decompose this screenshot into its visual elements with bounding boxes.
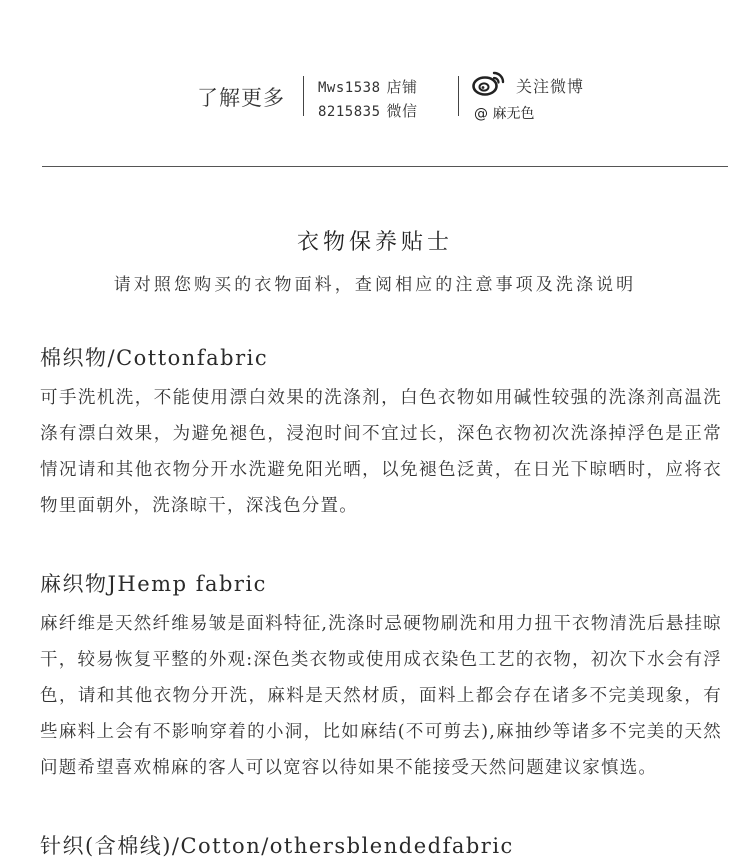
store-id: Mws1538: [318, 80, 381, 96]
section-heading-cotton: 棉织物/Cottonfabric: [40, 346, 269, 370]
page-subtitle: 请对照您购买的衣物面料，查阅相应的注意事项及洗涤说明: [113, 275, 637, 295]
section-body-cotton: 可手洗机洗，不能使用漂白效果的洗涤剂，白色衣物如用碱性较强的洗涤剂高温洗涤有漂白效果，为避免褪色，浸泡时间不宜过长，深色衣物初次洗涤掉浮色是正常情况请和其他衣物分开水洗避免阳光晒，以免褪色泛黄，在日光下晾晒时，应将衣物里面朝外，洗涤晾干，深浅色分置。: [40, 388, 722, 516]
section-body-hemp: 麻纤维是天然纤维易皱是面料特征,洗涤时忌硬物刷洗和用力扭干衣物清洗后悬挂晾干，较易恢复平整的外观:深色类衣物或使用成衣染色工艺的衣物，初次下水会有浮色，请和其他衣物分开洗，麻料是天然材质，面料上都会存在诸多不完美现象，有些麻料上会有不影响穿着的小洞，比如麻结(不可剪去),麻抽纱等诸多不完美的天然问题希望喜欢棉麻的客人可以宽容以待如果不能接受天然问题建议家慎选。: [40, 614, 722, 778]
horizontal-divider: [42, 166, 728, 167]
page-title: 衣物保养贴士: [296, 230, 453, 255]
header-divider: [458, 76, 459, 116]
wechat-label: 微信: [386, 102, 418, 120]
learn-more-label: 了解更多: [197, 86, 285, 110]
wechat-line: [318, 100, 418, 121]
section-heading-knit: 针织(含棉线)/Cotton/othersblendedfabric: [40, 834, 514, 858]
store-label: 店铺: [386, 78, 418, 96]
weibo-handle: @ 麻无色: [474, 106, 535, 122]
wechat-id: 8215835: [318, 104, 381, 120]
store-contact-header: [0, 68, 750, 124]
weibo-icon: [472, 70, 506, 96]
section-heading-hemp: 麻织物JHemp fabric: [40, 572, 267, 596]
store-line: [318, 76, 418, 97]
header-divider: [303, 76, 304, 116]
follow-weibo-label: 关注微博: [516, 77, 585, 96]
